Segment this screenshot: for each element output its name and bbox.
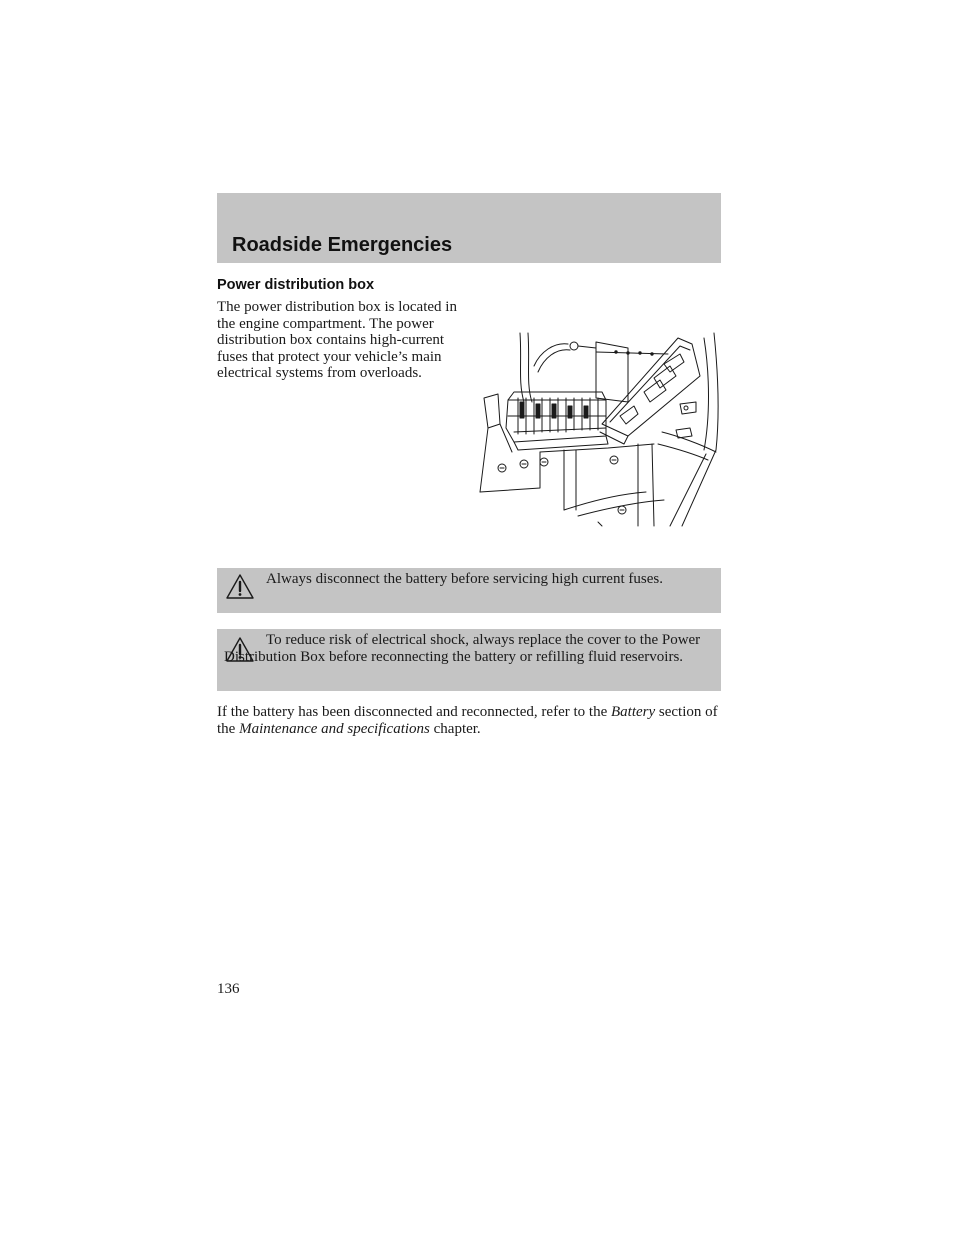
- power-distribution-box-illustration: [478, 332, 722, 528]
- closing-text: chapter.: [433, 720, 481, 737]
- intro-paragraph: The power distribution box is located in the engine compartment. The power distribution box contains high-current fuses that protect your vehicle’s main electrical systems from overloads.: [217, 299, 457, 382]
- warning-text: To reduce risk of electrical shock, always replace the cover to the Power Distribution Box before reconnecting the battery or refilling fluid reservoirs.: [224, 632, 701, 665]
- closing-paragraph: [217, 704, 721, 737]
- chapter-reference: Maintenance and specifications: [239, 720, 430, 737]
- warning-box: [217, 568, 721, 613]
- warning-text: Always disconnect the battery before servicing high current fuses.: [266, 571, 663, 587]
- section-heading: Power distribution box: [217, 277, 375, 293]
- chapter-header-bar: [217, 193, 721, 263]
- page-number: 136: [217, 981, 240, 997]
- closing-text: If the battery has been disconnected and reconnected, refer to the: [217, 704, 608, 720]
- closing-text: section of the: [217, 704, 718, 737]
- warning-box: [217, 629, 721, 691]
- chapter-title: Roadside Emergencies: [232, 234, 453, 256]
- battery-section-reference: Battery: [610, 704, 656, 720]
